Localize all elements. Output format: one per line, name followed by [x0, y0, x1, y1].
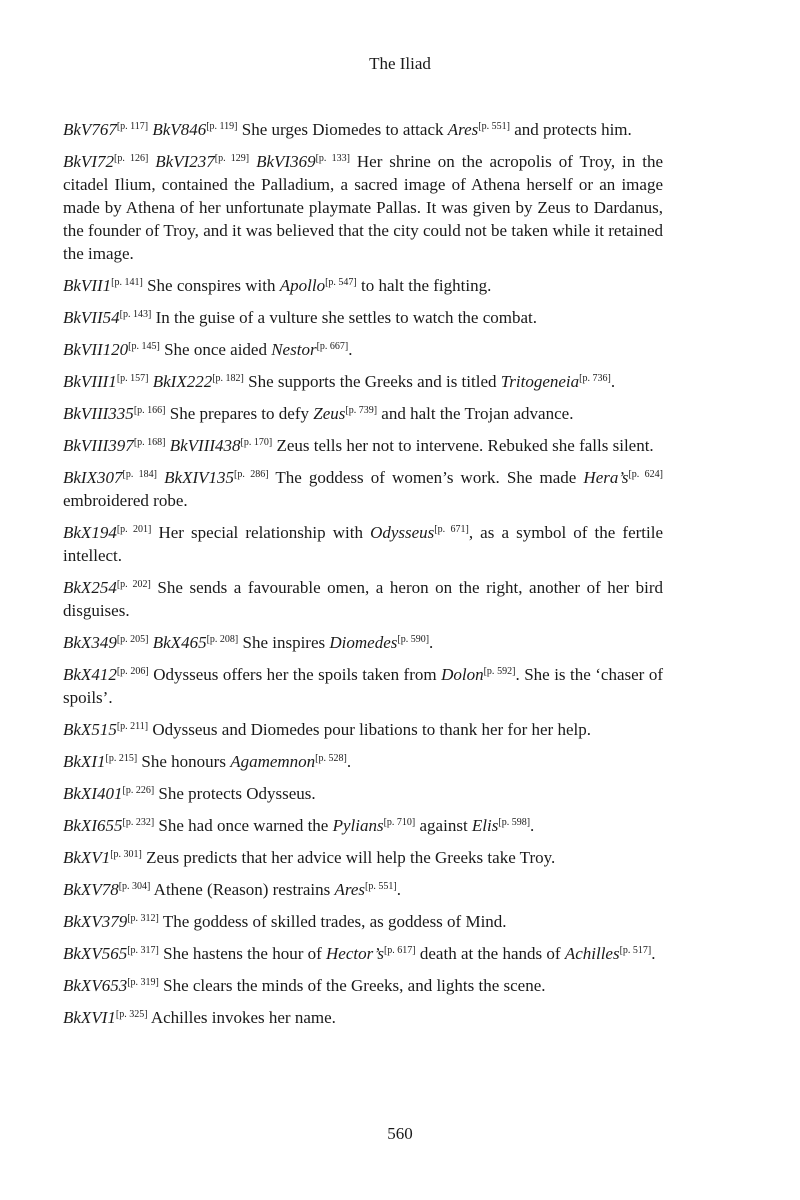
name-link[interactable]: Dolon [441, 665, 484, 684]
page-reference[interactable]: [p. 736] [579, 373, 611, 384]
page-reference[interactable]: [p. 133] [315, 153, 350, 164]
page-reference[interactable]: [p. 208] [206, 634, 239, 645]
page-reference[interactable]: [p. 211] [116, 721, 149, 732]
book-line-reference[interactable]: BkVIII335 [63, 404, 134, 423]
index-entry [63, 846, 663, 869]
name-link[interactable]: Hera’s [583, 468, 629, 487]
entry-text: She once aided [159, 340, 272, 359]
name-link[interactable]: Ares [334, 880, 366, 899]
page-reference[interactable]: [p. 215] [105, 753, 138, 764]
page-reference[interactable]: [p. 141] [111, 277, 143, 288]
page-reference[interactable]: [p. 667] [316, 341, 349, 352]
book-line-reference[interactable]: BkXV1 [63, 848, 111, 867]
entry-text: and halt the Trojan advance. [377, 404, 574, 423]
book-line-reference[interactable]: BkX465 [152, 633, 207, 652]
index-entry [63, 974, 663, 997]
index-entries [63, 118, 663, 1038]
entry-text: Zeus predicts that her advice will help the Greeks take Troy. [141, 848, 556, 867]
index-entry [63, 814, 663, 837]
page-reference[interactable]: [p. 304] [118, 881, 151, 892]
index-entry [63, 782, 663, 805]
running-header: The Iliad [369, 54, 431, 73]
page-reference[interactable]: [p. 710] [383, 817, 416, 828]
entry-text: , as a symbol of the fertile intellect. [63, 523, 664, 565]
page-reference[interactable]: [p. 129] [214, 153, 250, 164]
book-line-reference[interactable]: BkIX307 [63, 468, 123, 487]
entry-text: She urges Diomedes to attack [237, 120, 448, 139]
entry-text: The goddess of skilled trades, as goddess of Mind. [158, 912, 507, 931]
name-link[interactable]: Diomedes [329, 633, 398, 652]
page-reference[interactable]: [p. 624] [628, 469, 663, 480]
page-reference[interactable]: [p. 166] [133, 405, 166, 416]
entry-text: . [346, 752, 352, 771]
entry-text: She protects Odysseus. [154, 784, 316, 803]
entry-text: death at the hands of [415, 944, 565, 963]
entry-text: She sends a favourable omen, a heron on the right, another of her bird disguises. [63, 578, 663, 620]
book-line-reference[interactable]: BkVI369 [256, 152, 316, 171]
entry-text: . [610, 372, 616, 391]
page-reference[interactable]: [p. 551] [365, 881, 397, 892]
name-link[interactable]: Agamemnon [230, 752, 316, 771]
index-entry [63, 576, 663, 622]
index-entry [63, 663, 663, 709]
book-line-reference[interactable]: BkIX222 [152, 372, 213, 391]
page-reference[interactable]: [p. 232] [122, 817, 155, 828]
entry-text: She hastens the hour of [158, 944, 327, 963]
index-entry [63, 521, 663, 567]
page-reference[interactable]: [p. 325] [115, 1009, 148, 1020]
name-link[interactable]: Hector’s [326, 944, 384, 963]
index-entry [63, 750, 663, 773]
index-entry [63, 942, 663, 965]
page-reference[interactable]: [p. 184] [122, 469, 158, 480]
page-reference[interactable]: [p. 143] [119, 309, 152, 320]
page-reference[interactable]: [p. 319] [127, 977, 159, 988]
page-number: 560 [387, 1124, 413, 1143]
page-reference[interactable]: [p. 182] [212, 373, 244, 384]
page-reference[interactable]: [p. 739] [345, 405, 378, 416]
entry-text: She clears the minds of the Greeks, and lights the scene. [158, 976, 546, 995]
book-line-reference[interactable]: BkVIII438 [169, 436, 241, 455]
page-reference[interactable]: [p. 145] [128, 341, 160, 352]
name-link[interactable]: Nestor [271, 340, 317, 359]
index-entry [63, 370, 663, 393]
name-link[interactable]: Pylians [332, 816, 384, 835]
entry-text: Odysseus and Diomedes pour libations to thank her for her help. [148, 720, 591, 739]
book-line-reference[interactable]: BkXV565 [63, 944, 128, 963]
index-entry [63, 631, 663, 654]
entry-text: . [651, 944, 656, 963]
book-line-reference[interactable]: BkX194 [63, 523, 117, 542]
entry-text: She conspires with [142, 276, 280, 295]
entry-text: . [530, 816, 535, 835]
entry-text: embroidered robe. [63, 491, 188, 510]
index-entry [63, 118, 663, 141]
page-reference[interactable]: [p. 517] [619, 945, 652, 956]
page-reference[interactable]: [p. 671] [434, 524, 469, 535]
index-entry [63, 150, 663, 265]
book-line-reference[interactable]: BkXV78 [63, 880, 119, 899]
book-line-reference[interactable]: BkXI401 [63, 784, 123, 803]
book-line-reference[interactable]: BkVII120 [63, 340, 129, 359]
entry-text: In the guise of a vulture she settles to watch the combat. [151, 308, 538, 327]
entry-text: The goddess of women’s work. She made [268, 468, 584, 487]
index-entry [63, 306, 663, 329]
index-entry [63, 466, 663, 512]
entry-text: She had once warned the [154, 816, 333, 835]
entry-text: Achilles invokes her name. [147, 1008, 336, 1027]
index-entry [63, 402, 663, 425]
book-line-reference[interactable]: BkXV379 [63, 912, 128, 931]
entry-text: Her special relationship with [151, 523, 371, 542]
name-link[interactable]: Ares [447, 120, 479, 139]
page-reference[interactable]: [p. 157] [116, 373, 149, 384]
entry-text: . She is the ‘chaser of spoils’. [63, 665, 663, 707]
name-link[interactable]: Tritogeneia [500, 372, 580, 391]
page-reference[interactable]: [p. 312] [127, 913, 159, 924]
book-line-reference[interactable]: BkVIII397 [63, 436, 134, 455]
name-link[interactable]: Achilles [564, 944, 620, 963]
page-reference[interactable]: [p. 226] [122, 785, 155, 796]
book-line-reference[interactable]: BkVI237 [155, 152, 215, 171]
page-reference[interactable]: [p. 119] [206, 121, 238, 132]
page-reference[interactable]: [p. 551] [478, 121, 510, 132]
entry-text: . [429, 633, 434, 652]
book-line-reference[interactable]: BkVIII1 [63, 372, 117, 391]
page-reference[interactable]: [p. 201] [116, 524, 152, 535]
book-line-reference[interactable]: BkXI1 [63, 752, 106, 771]
page-reference[interactable]: [p. 592] [483, 666, 516, 677]
page-reference[interactable]: [p. 528] [315, 753, 347, 764]
page-reference[interactable]: [p. 547] [325, 277, 357, 288]
index-entry [63, 718, 663, 741]
book-line-reference[interactable]: BkVI72 [63, 152, 114, 171]
book-line-reference[interactable]: BkXV653 [63, 976, 128, 995]
entry-text: She honours [137, 752, 231, 771]
entry-text: Zeus tells her not to intervene. Rebuked she falls silent. [272, 436, 654, 455]
page-reference[interactable]: [p. 202] [116, 579, 151, 590]
entry-text: She prepares to defy [165, 404, 314, 423]
index-entry [63, 910, 663, 933]
page-reference[interactable]: [p. 286] [234, 469, 269, 480]
entry-text: Athene (Reason) restrains [150, 880, 335, 899]
name-link[interactable]: Zeus [313, 404, 346, 423]
name-link[interactable]: Odysseus [370, 523, 435, 542]
index-entry [63, 338, 663, 361]
book-line-reference[interactable]: BkX412 [63, 665, 117, 684]
page-reference[interactable]: [p. 301] [110, 849, 142, 860]
index-entry [63, 1006, 663, 1029]
book-line-reference[interactable]: BkXVI1 [63, 1008, 116, 1027]
page-reference[interactable]: [p. 168] [133, 437, 166, 448]
page-reference[interactable]: [p. 117] [116, 121, 149, 132]
page-reference[interactable]: [p. 206] [116, 666, 149, 677]
entry-text: Her shrine on the acropolis of Troy, in the citadel Ilium, contained the Palladium, a sacred image of Athena herself or an image made by Athena of her unfortunate playmate Pallas. It was given by Zeus to Dardanus, the founder of Troy, and it was believed that the city could not be taken while it retained the image. [63, 152, 663, 263]
index-entry [63, 878, 663, 901]
index-entry [63, 434, 663, 457]
page-reference[interactable]: [p. 170] [240, 437, 273, 448]
book-line-reference[interactable]: BkX254 [63, 578, 117, 597]
book-line-reference[interactable]: BkXIV135 [164, 468, 234, 487]
index-entry [63, 274, 663, 297]
book-line-reference[interactable]: BkX349 [63, 633, 117, 652]
page-reference[interactable]: [p. 317] [127, 945, 159, 956]
book-line-reference[interactable]: BkVII1 [63, 276, 112, 295]
book-line-reference[interactable]: BkX515 [63, 720, 117, 739]
entry-text: . [396, 880, 401, 899]
book-line-reference[interactable]: BkV846 [152, 120, 207, 139]
name-link[interactable]: Elis [471, 816, 499, 835]
page-reference[interactable]: [p. 205] [116, 634, 149, 645]
entry-text: She supports the Greeks and is titled [243, 372, 501, 391]
page-reference[interactable]: [p. 126] [113, 153, 149, 164]
page-reference[interactable]: [p. 617] [383, 945, 416, 956]
book-line-reference[interactable]: BkV767 [63, 120, 117, 139]
book-line-reference[interactable]: BkXI655 [63, 816, 123, 835]
book-line-reference[interactable]: BkVII54 [63, 308, 120, 327]
entry-text: . [348, 340, 353, 359]
entry-text: against [415, 816, 472, 835]
entry-text: and protects him. [509, 120, 632, 139]
name-link[interactable]: Apollo [279, 276, 326, 295]
page-reference[interactable]: [p. 598] [498, 817, 531, 828]
page-reference[interactable]: [p. 590] [397, 634, 430, 645]
entry-text: Odysseus offers her the spoils taken from [148, 665, 442, 684]
entry-text: She inspires [238, 633, 330, 652]
entry-text: to halt the fighting. [356, 276, 492, 295]
